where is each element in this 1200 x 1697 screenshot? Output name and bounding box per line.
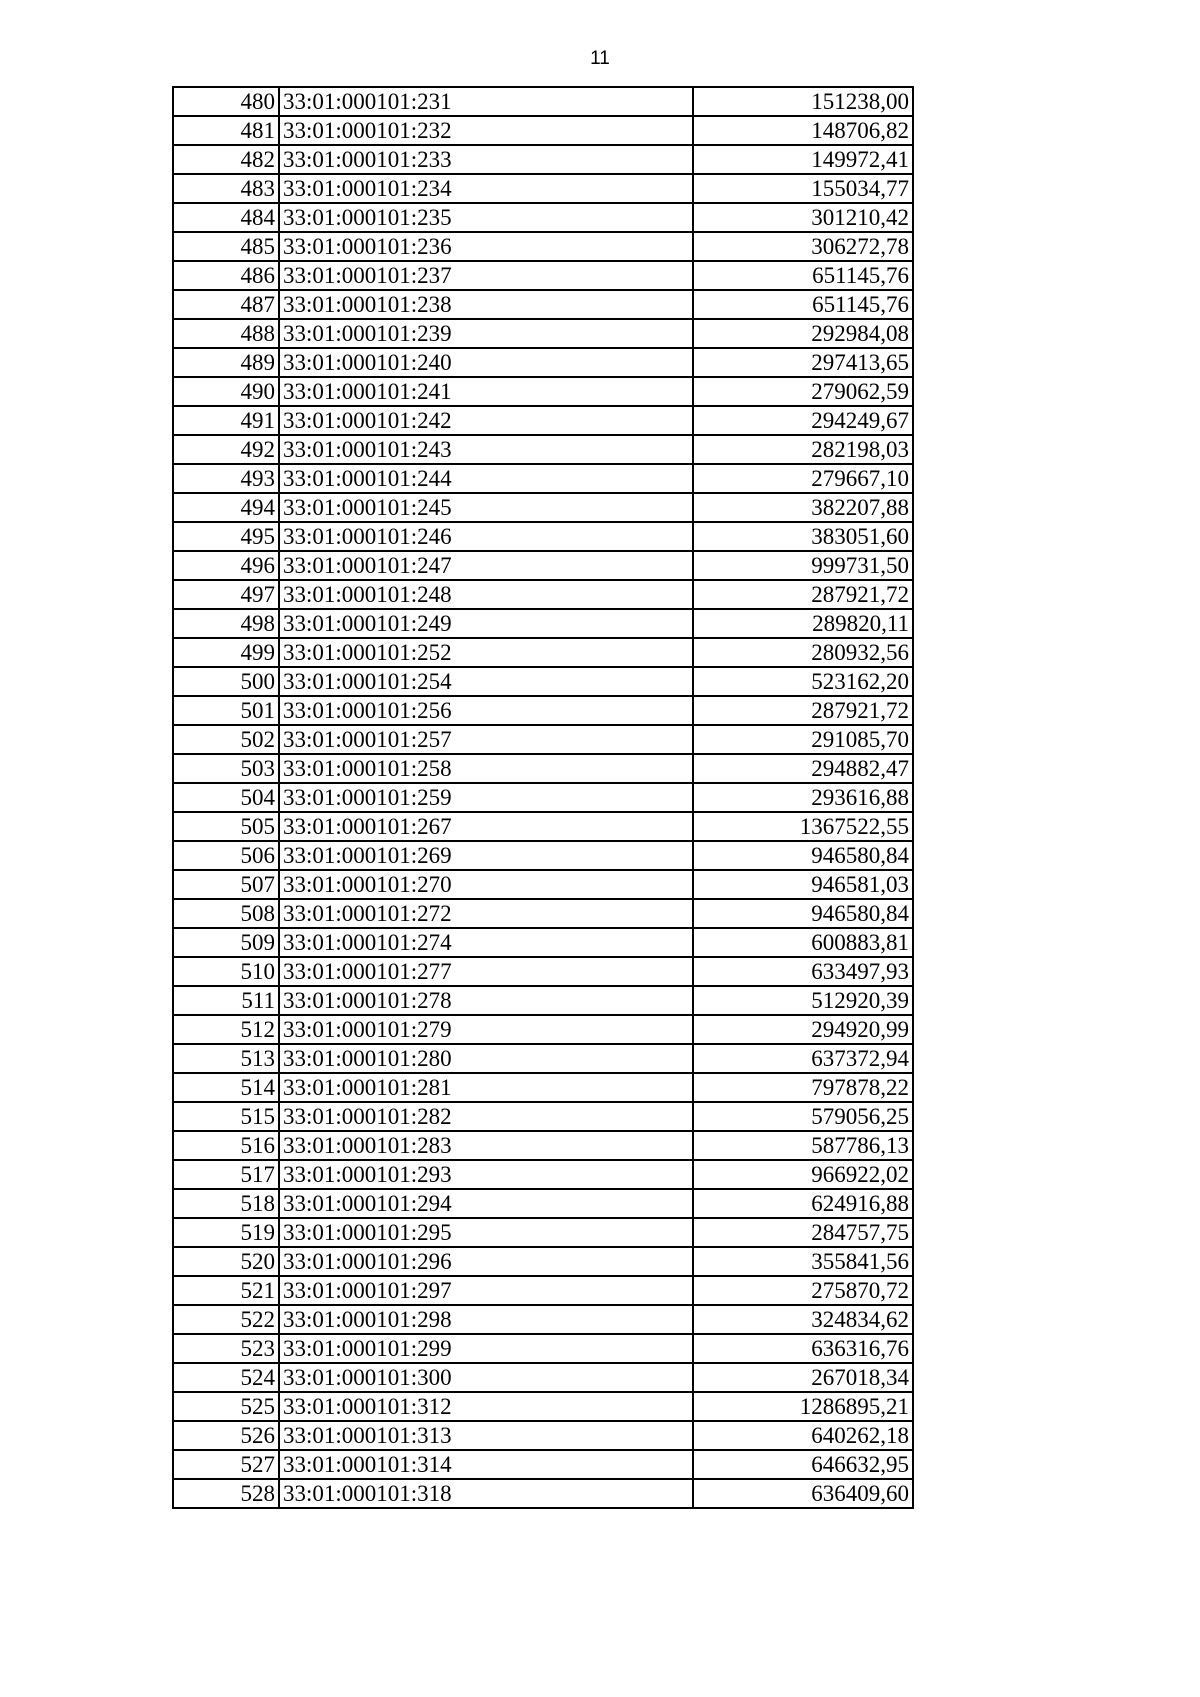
cadastral-number-cell: 33:01:000101:239 (279, 319, 693, 348)
cadastral-value-cell: 640262,18 (693, 1421, 913, 1450)
table-row (173, 1392, 913, 1421)
table-row (173, 174, 913, 203)
cadastral-number-cell: 33:01:000101:254 (279, 667, 693, 696)
row-number-cell: 519 (173, 1218, 279, 1247)
cadastral-value-cell: 297413,65 (693, 348, 913, 377)
table-row (173, 1276, 913, 1305)
row-number-cell: 507 (173, 870, 279, 899)
cadastral-number-cell: 33:01:000101:259 (279, 783, 693, 812)
row-number-cell: 487 (173, 290, 279, 319)
cadastral-number-cell: 33:01:000101:244 (279, 464, 693, 493)
row-number-cell: 524 (173, 1363, 279, 1392)
cadastral-number-cell: 33:01:000101:233 (279, 145, 693, 174)
cadastral-number-cell: 33:01:000101:282 (279, 1102, 693, 1131)
row-number-cell: 491 (173, 406, 279, 435)
cadastral-value-cell: 294249,67 (693, 406, 913, 435)
row-number-cell: 513 (173, 1044, 279, 1073)
cadastral-value-cell: 587786,13 (693, 1131, 913, 1160)
table-row (173, 87, 913, 116)
cadastral-number-cell: 33:01:000101:313 (279, 1421, 693, 1450)
cadastral-value-cell: 382207,88 (693, 493, 913, 522)
row-number-cell: 525 (173, 1392, 279, 1421)
row-number-cell: 500 (173, 667, 279, 696)
cadastral-number-cell: 33:01:000101:241 (279, 377, 693, 406)
cadastral-value-cell: 636409,60 (693, 1479, 913, 1508)
table-row (173, 464, 913, 493)
cadastral-value-cell: 287921,72 (693, 696, 913, 725)
cadastral-number-cell: 33:01:000101:270 (279, 870, 693, 899)
cadastral-value-cell: 293616,88 (693, 783, 913, 812)
row-number-cell: 516 (173, 1131, 279, 1160)
row-number-cell: 480 (173, 87, 279, 116)
table-row (173, 609, 913, 638)
row-number-cell: 493 (173, 464, 279, 493)
table-row (173, 145, 913, 174)
cadastral-value-cell: 383051,60 (693, 522, 913, 551)
cadastral-number-cell: 33:01:000101:247 (279, 551, 693, 580)
cadastral-number-cell: 33:01:000101:280 (279, 1044, 693, 1073)
table-row (173, 493, 913, 522)
table-row (173, 725, 913, 754)
row-number-cell: 515 (173, 1102, 279, 1131)
cadastral-value-cell: 149972,41 (693, 145, 913, 174)
cadastral-number-cell: 33:01:000101:300 (279, 1363, 693, 1392)
cadastral-value-cell: 151238,00 (693, 87, 913, 116)
row-number-cell: 504 (173, 783, 279, 812)
row-number-cell: 510 (173, 957, 279, 986)
row-number-cell: 512 (173, 1015, 279, 1044)
cadastral-number-cell: 33:01:000101:295 (279, 1218, 693, 1247)
cadastral-value-cell: 624916,88 (693, 1189, 913, 1218)
table-row (173, 870, 913, 899)
cadastral-value-cell: 294882,47 (693, 754, 913, 783)
table-row (173, 696, 913, 725)
table-row (173, 638, 913, 667)
row-number-cell: 517 (173, 1160, 279, 1189)
cadastral-value-cell: 636316,76 (693, 1334, 913, 1363)
cadastral-number-cell: 33:01:000101:258 (279, 754, 693, 783)
row-number-cell: 486 (173, 261, 279, 290)
cadastral-number-cell: 33:01:000101:298 (279, 1305, 693, 1334)
cadastral-value-cell: 279062,59 (693, 377, 913, 406)
table-row (173, 1218, 913, 1247)
table-row (173, 1247, 913, 1276)
table-row (173, 1160, 913, 1189)
cadastral-value-cell: 1286895,21 (693, 1392, 913, 1421)
row-number-cell: 523 (173, 1334, 279, 1363)
cadastral-number-cell: 33:01:000101:256 (279, 696, 693, 725)
cadastral-value-cell: 287921,72 (693, 580, 913, 609)
table-row (173, 812, 913, 841)
cadastral-number-cell: 33:01:000101:242 (279, 406, 693, 435)
table-row (173, 783, 913, 812)
cadastral-number-cell: 33:01:000101:293 (279, 1160, 693, 1189)
cadastral-value-cell: 275870,72 (693, 1276, 913, 1305)
table-row (173, 377, 913, 406)
table-row (173, 1189, 913, 1218)
table-row (173, 1363, 913, 1392)
table-row (173, 406, 913, 435)
row-number-cell: 489 (173, 348, 279, 377)
cadastral-value-cell: 651145,76 (693, 290, 913, 319)
cadastral-number-cell: 33:01:000101:278 (279, 986, 693, 1015)
table-row (173, 319, 913, 348)
row-number-cell: 488 (173, 319, 279, 348)
table-row (173, 1102, 913, 1131)
cadastral-number-cell: 33:01:000101:312 (279, 1392, 693, 1421)
row-number-cell: 492 (173, 435, 279, 464)
row-number-cell: 509 (173, 928, 279, 957)
cadastral-value-cell: 284757,75 (693, 1218, 913, 1247)
cadastral-number-cell: 33:01:000101:279 (279, 1015, 693, 1044)
cadastral-number-cell: 33:01:000101:232 (279, 116, 693, 145)
cadastral-number-cell: 33:01:000101:318 (279, 1479, 693, 1508)
table-row (173, 986, 913, 1015)
table-row (173, 1450, 913, 1479)
row-number-cell: 490 (173, 377, 279, 406)
cadastral-value-cell: 946580,84 (693, 841, 913, 870)
row-number-cell: 483 (173, 174, 279, 203)
cadastral-value-cell: 355841,56 (693, 1247, 913, 1276)
row-number-cell: 526 (173, 1421, 279, 1450)
table-row (173, 1044, 913, 1073)
table-row (173, 203, 913, 232)
cadastral-value-cell: 523162,20 (693, 667, 913, 696)
row-number-cell: 495 (173, 522, 279, 551)
cadastral-value-cell: 279667,10 (693, 464, 913, 493)
cadastral-value-cell: 633497,93 (693, 957, 913, 986)
cadastral-value-cell: 291085,70 (693, 725, 913, 754)
cadastral-number-cell: 33:01:000101:237 (279, 261, 693, 290)
table-row (173, 261, 913, 290)
table-row (173, 522, 913, 551)
cadastral-value-cell: 966922,02 (693, 1160, 913, 1189)
cadastral-number-cell: 33:01:000101:281 (279, 1073, 693, 1102)
cadastral-number-cell: 33:01:000101:297 (279, 1276, 693, 1305)
cadastral-number-cell: 33:01:000101:269 (279, 841, 693, 870)
cadastral-number-cell: 33:01:000101:231 (279, 87, 693, 116)
cadastral-value-cell: 1367522,55 (693, 812, 913, 841)
table-row (173, 290, 913, 319)
row-number-cell: 508 (173, 899, 279, 928)
row-number-cell: 501 (173, 696, 279, 725)
cadastral-number-cell: 33:01:000101:274 (279, 928, 693, 957)
cadastral-number-cell: 33:01:000101:249 (279, 609, 693, 638)
cadastral-value-cell: 651145,76 (693, 261, 913, 290)
cadastral-value-cell: 282198,03 (693, 435, 913, 464)
cadastral-value-cell: 946581,03 (693, 870, 913, 899)
table-row (173, 899, 913, 928)
table-row (173, 1073, 913, 1102)
table-row (173, 116, 913, 145)
cadastral-value-cell: 289820,11 (693, 609, 913, 638)
cadastral-number-cell: 33:01:000101:267 (279, 812, 693, 841)
cadastral-value-cell: 306272,78 (693, 232, 913, 261)
cadastral-number-cell: 33:01:000101:236 (279, 232, 693, 261)
table-row (173, 435, 913, 464)
cadastral-number-cell: 33:01:000101:257 (279, 725, 693, 754)
cadastral-value-cell: 600883,81 (693, 928, 913, 957)
cadastral-number-cell: 33:01:000101:240 (279, 348, 693, 377)
cadastral-number-cell: 33:01:000101:234 (279, 174, 693, 203)
row-number-cell: 494 (173, 493, 279, 522)
table-row (173, 841, 913, 870)
cadastral-number-cell: 33:01:000101:296 (279, 1247, 693, 1276)
cadastral-value-cell: 292984,08 (693, 319, 913, 348)
row-number-cell: 511 (173, 986, 279, 1015)
row-number-cell: 505 (173, 812, 279, 841)
cadastral-value-cell: 637372,94 (693, 1044, 913, 1073)
table-body (173, 87, 913, 1508)
table-row (173, 754, 913, 783)
cadastral-number-cell: 33:01:000101:245 (279, 493, 693, 522)
table-row (173, 1334, 913, 1363)
row-number-cell: 496 (173, 551, 279, 580)
table-row (173, 580, 913, 609)
table-row (173, 928, 913, 957)
row-number-cell: 506 (173, 841, 279, 870)
cadastral-value-cell: 999731,50 (693, 551, 913, 580)
table-row (173, 957, 913, 986)
cadastral-number-cell: 33:01:000101:235 (279, 203, 693, 232)
row-number-cell: 528 (173, 1479, 279, 1508)
row-number-cell: 485 (173, 232, 279, 261)
table-row (173, 667, 913, 696)
cadastral-value-cell: 148706,82 (693, 116, 913, 145)
cadastral-number-cell: 33:01:000101:248 (279, 580, 693, 609)
row-number-cell: 482 (173, 145, 279, 174)
cadastral-value-cell: 294920,99 (693, 1015, 913, 1044)
cadastral-value-cell: 301210,42 (693, 203, 913, 232)
table-row (173, 348, 913, 377)
cadastral-value-cell: 324834,62 (693, 1305, 913, 1334)
cadastral-number-cell: 33:01:000101:243 (279, 435, 693, 464)
row-number-cell: 481 (173, 116, 279, 145)
table-row (173, 1305, 913, 1334)
row-number-cell: 527 (173, 1450, 279, 1479)
row-number-cell: 522 (173, 1305, 279, 1334)
row-number-cell: 521 (173, 1276, 279, 1305)
row-number-cell: 514 (173, 1073, 279, 1102)
cadastral-number-cell: 33:01:000101:299 (279, 1334, 693, 1363)
cadastral-value-cell: 267018,34 (693, 1363, 913, 1392)
row-number-cell: 520 (173, 1247, 279, 1276)
cadastral-value-cell: 797878,22 (693, 1073, 913, 1102)
table-row (173, 1015, 913, 1044)
row-number-cell: 518 (173, 1189, 279, 1218)
cadastral-value-cell: 512920,39 (693, 986, 913, 1015)
table-row (173, 1131, 913, 1160)
cadastral-number-cell: 33:01:000101:272 (279, 899, 693, 928)
row-number-cell: 484 (173, 203, 279, 232)
cadastral-number-cell: 33:01:000101:238 (279, 290, 693, 319)
cadastral-number-cell: 33:01:000101:283 (279, 1131, 693, 1160)
table-row (173, 551, 913, 580)
page-number: 11 (590, 48, 610, 69)
cadastral-value-cell: 946580,84 (693, 899, 913, 928)
table-row (173, 1421, 913, 1450)
table-row (173, 232, 913, 261)
cadastral-value-table (172, 86, 914, 1509)
cadastral-number-cell: 33:01:000101:294 (279, 1189, 693, 1218)
cadastral-value-cell: 280932,56 (693, 638, 913, 667)
cadastral-value-cell: 646632,95 (693, 1450, 913, 1479)
row-number-cell: 497 (173, 580, 279, 609)
cadastral-value-cell: 155034,77 (693, 174, 913, 203)
table-row (173, 1479, 913, 1508)
cadastral-number-cell: 33:01:000101:314 (279, 1450, 693, 1479)
cadastral-value-cell: 579056,25 (693, 1102, 913, 1131)
row-number-cell: 499 (173, 638, 279, 667)
cadastral-number-cell: 33:01:000101:246 (279, 522, 693, 551)
row-number-cell: 498 (173, 609, 279, 638)
cadastral-number-cell: 33:01:000101:277 (279, 957, 693, 986)
cadastral-number-cell: 33:01:000101:252 (279, 638, 693, 667)
row-number-cell: 502 (173, 725, 279, 754)
row-number-cell: 503 (173, 754, 279, 783)
